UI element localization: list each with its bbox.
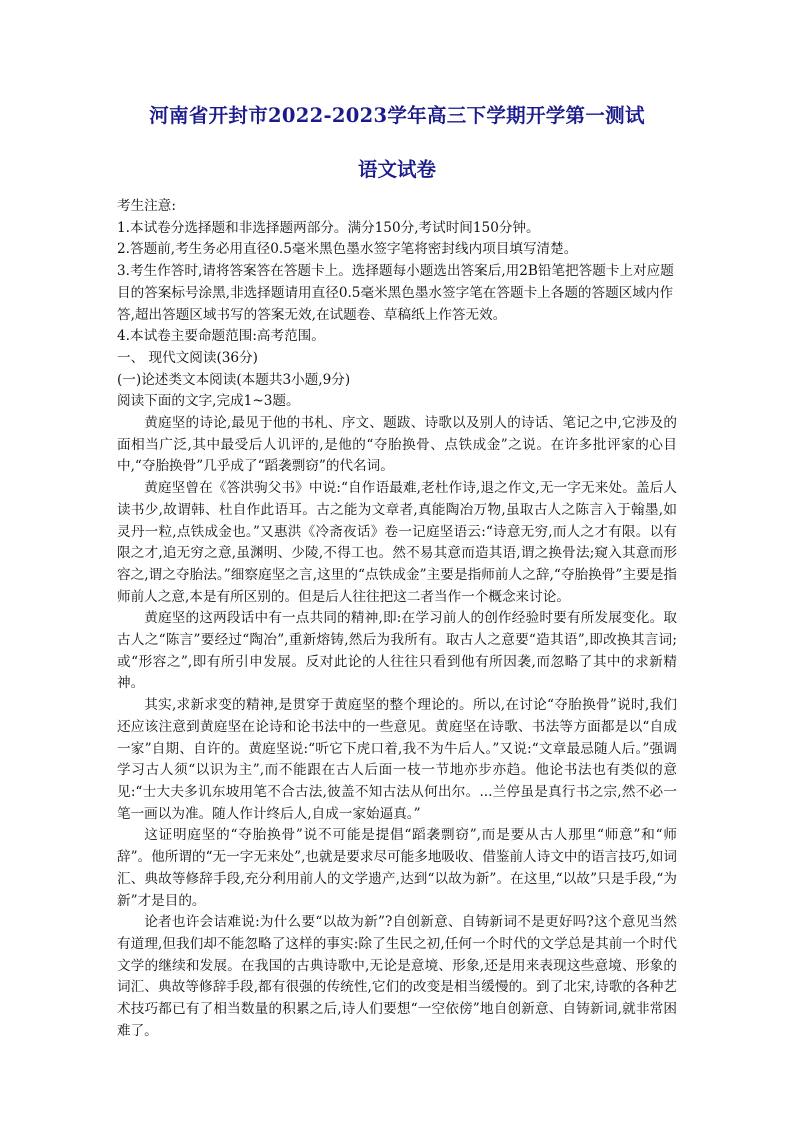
section-sub-heading: (一)论述类文本阅读(本题共3小题,9分) [117,371,351,388]
reading-passage [117,413,677,1042]
section-part-heading: 一、 现代文阅读(36分) [117,349,258,366]
candidate-notes [117,196,677,348]
passage-paragraph: 黄庭坚的诗论,最见于他的书札、序文、题跋、诗歌以及别人的诗话、笔记之中,它涉及的面相当广泛,其中最受后人讥评的,是他的“夺胎换骨、点铁成金”之说。在许多批评家的心目中,“夺胎换骨”几乎成了“蹈袭剽窃”的代名词。 [117,415,677,475]
notes-item-1: 1.本试卷分选择题和非选择题两部分。满分150分,考试时间150分钟。 [117,219,540,236]
notes-item-4: 4.本试卷主要命题范围:高考范围。 [117,328,325,345]
passage-paragraph: 这证明庭坚的“夺胎换骨”说不可能是提倡“蹈袭剽窃”,而是要从古人那里“师意”和“师辞”。他所谓的“无一字无来处”,也就是要求尽可能多地吸收、借鉴前人诗文中的语言技巧,如词汇、典故等修辞手段,充分利用前人的文学遗产,达到“以故为新”。在这里,“以故”只是手段,“为新”才是目的。 [117,827,677,909]
exam-page [117,100,677,1042]
section-header [117,348,677,413]
exam-title: 河南省开封市2022-2023学年高三下学期开学第一测试 [149,104,645,127]
exam-subtitle: 语文试卷 [357,158,436,181]
notes-item-3: 3.考生作答时,请将答案答在答题卡上。选择题每小题选出答案后,用2B铅笔把答题卡上对应题目的答案标号涂黑,非选择题请用直径0.5毫米黑色墨水签字笔在答题卡上各题的答题区域内作答,超出答题区域书写的答案无效,在试题卷、草稿纸上作答无效。 [117,263,674,323]
reading-instruction: 阅读下面的文字,完成1~3题。 [117,393,300,410]
notes-item-2: 2.答题前,考生务必用直径0.5毫米黑色墨水签字笔将密封线内项目填写清楚。 [117,241,578,258]
passage-paragraph: 黄庭坚曾在《答洪驹父书》中说:“自作语最难,老杜作诗,退之作文,无一字无来处。盖后人读书少,故谓韩、杜自作此语耳。古之能为文章者,真能陶冶万物,虽取古人之陈言入于翰墨,如灵丹一粒,点铁成金也。”又惠洪《冷斋夜话》卷一记庭坚语云:“诗意无穷,而人之才有限。以有限之才,追无穷之意,虽渊明、少陵,不得工也。然不易其意而造其语,谓之换骨法;窥入其意而形容之,谓之夺胎法。”细察庭坚之言,这里的“点铁成金”主要是指师前人之辞,“夺胎换骨”主要是指师前人之意,本是有所区别的。但是后人往往把这二者当作一个概念来讨论。 [117,480,677,605]
notes-heading: 考生注意: [117,198,176,214]
passage-paragraph: 黄庭坚的这两段话中有一点共同的精神,即:在学习前人的创作经验时要有所发展变化。取古人之“陈言”要经过“陶冶”,重新熔铸,然后为我所有。取古人之意要“造其语”,即改换其言词;或“形容之”,即有所引申发展。反对此论的人往往只看到他有所因袭,而忽略了其中的求新精神。 [117,610,677,692]
passage-paragraph: 其实,求新求变的精神,是贯穿于黄庭坚的整个理论的。所以,在讨论“夺胎换骨”说时,我们还应该注意到黄庭坚在论诗和论书法中的一些意见。黄庭坚在诗歌、书法等方面都是以“自成一家”自期、自许的。黄庭坚说:“听它下虎口着,我不为牛后人。”又说:“文章最忌随人后。”强调学习古人须“以识为主”,而不能跟在古人后面一枝一节地亦步亦趋。他论书法也有类似的意见:“士大夫多讥东坡用笔不合古法,彼盖不知古法从何出尔。...兰停虽是真行书之宗,然不必一笔一画以为准。随人作计终后人,自成一家始逼真。” [117,697,677,822]
passage-paragraph: 论者也许会诘难说:为什么要“以故为新”?自创新意、自铸新词不是更好吗?这个意见当然有道理,但我们却不能忽略了这样的事实:除了生民之初,任何一个时代的文学总是其前一个时代文学的继续和发展。在我国的古典诗歌中,无论是意境、形象,还是用来表现这些意境、形象的词汇、典故等修辞手段,都有很强的传统性,它们的改变是相当缓慢的。到了北宋,诗歌的各种艺术技巧都已有了相当数量的积累之后,诗人们要想“一空依傍”地自创新意、自铸新词,就非常困难了。 [117,914,677,1039]
